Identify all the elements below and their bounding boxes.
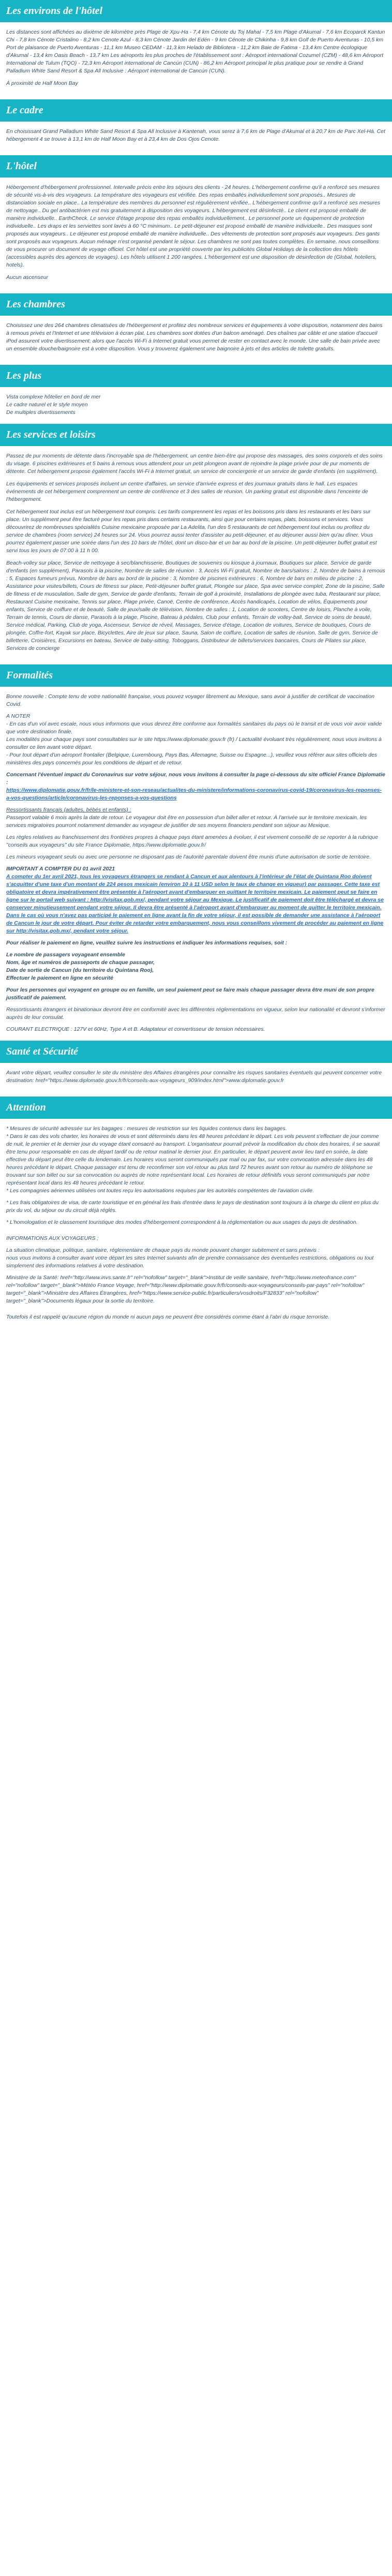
section-title-hotel: L'hôtel	[0, 155, 392, 177]
text-line: Date de sortie de Cancun (du territoire du Quintana Roo),	[6, 967, 154, 973]
text-line: Effectuer le paiement en ligne en sécurité	[6, 975, 113, 981]
section-title-plus: Les plus	[0, 365, 392, 387]
plus-item: De multiples divertissements	[6, 409, 76, 416]
spacer	[6, 767, 386, 771]
text-line: * L'homologation et le classement touristique des modes d'hébergement correspondent à la réglementation ou aux usages du pays de destination.	[6, 1219, 358, 1225]
text-line: Ressortissants français (adultes, bébés et enfants) :	[6, 807, 131, 813]
section-formalites	[0, 664, 392, 1041]
chambres-text: Choisissez une des 264 chambres climatisées de l'hébergement et profitez des nombreux services et équipements à votre disposition, notamment des bains à remous privés et l'Internet et une télévision à écran plat. Les chambres sont dotées d'un balcon aménagé. Des chaînes par câble et une station d'accueil iPod assurent votre divertissement, alors que l'accès Wi-Fi à Internet gratuit vous permet de rester en contact avec le monde. Une salle de bain privée avec un ensemble douche/baignoire est à votre disposition. Vous y trouverez également une baignoire à jets et des articles de toilette gratuits.	[6, 322, 383, 352]
text-line: Les règles relatives au franchissement des frontières propres à chaque pays étant amenées à évoluer, il est vivement conseillé de se reporter à la rubrique "conseils aux voyageurs" du site France Diplomatie, https://www.diplomatie.gouv.fr/	[6, 834, 379, 848]
text-line: - En cas d'un vol avec escale, nous vous informons que vous devrez être conforme aux formalités sanitaires du pays où le transit et de vous voir avoir valide que votre destination finale.	[6, 721, 382, 735]
spacer	[6, 1305, 386, 1309]
text-line: Pour les personnes qui voyagent en groupe ou en famille, un seul paiement peut se faire mais chaque passager devra être muni de son propre justificatif de paiement.	[6, 987, 374, 1001]
hotel-elevator: Aucun ascenseur	[6, 274, 49, 280]
text-line: INFORMATIONS AUX VOYAGEURS :	[6, 1235, 99, 1241]
spacer	[6, 935, 386, 939]
services-all-inclusive: Cet hébergement tout inclus est un hébergement tout compris. Les tarifs comprennent les repas et les boissons pris dans les restaurants et les bars sur place. Un supplément peut être facturé pour les repas pris dans certains restaurants, ainsi que pour certains repas, plats, boissons et services. Vous découvrirez de nombreuses spécialités Cuisine mexicaine proposée par La Adelita, l'un des 5 restaurants de cet hébergement tout inclus ou profitez du service de chambres (room service) 24 heures sur 24. Vous pourrez aussi tenter d'assister au petit-déjeuner, et au déjeuner aussi bien qu'au dîner. Vous pourrez également passer une soirée dans l'un des 10 bars de l'hôtel, dont un disco-bar et un bar au bord de la piscine. Un petit-déjeuner buffet gratuit est servi tous les jours de 07:00 à 11 h 00.	[6, 509, 377, 554]
services-equipment: Les équipements et services proposés incluent un centre d'affaires, un service d'arrivée express et des journaux gratuits dans le hall. Les espaces événements de cet hébergement comprennent un centre de conférence et 3 des salles de réunion. Un parking gratuit est disponible dans l'enceinte de l'hébergement.	[6, 481, 368, 502]
section-title-cadre: Le cadre	[0, 99, 392, 122]
text-line: * Les compagnies aériennes utilisées ont toutes reçu les autorisations requises par les autorités compétentes de l'aviation civile.	[6, 1188, 314, 1194]
text-line: COURANT ELECTRIQUE : 127V et 60Hz, Type A et B. Adaptateur et convertisseur de tension nécessaires.	[6, 1026, 265, 1032]
section-cadre	[0, 99, 392, 155]
spacer	[6, 861, 386, 865]
sante-text: Avant votre départ, veuillez consulter le site du ministère des Affaires étrangères pour connaître les risques sanitaires éventuels qui peuvent concerner votre destination: href="https://www.diplomatie.gouv.fr/fr/conseils-aux-voyageurs_909/index.html">www.diplomatie.gouv.fr	[6, 1070, 382, 1084]
formalites-body	[0, 687, 392, 1041]
attention-body	[0, 1119, 392, 1328]
spacer	[6, 708, 386, 713]
spacer	[6, 1242, 386, 1247]
spacer	[6, 1215, 386, 1219]
section-title-chambres: Les chambres	[0, 293, 392, 316]
spacer	[6, 982, 386, 986]
text-line: Toutefois il est rappelé qu'aucune région du monde ni aucun pays ne peuvent être considérés comme étant à l'abri du risque terroriste.	[6, 1314, 330, 1320]
plus-item: Le cadre naturel et le style moyen	[6, 402, 88, 408]
spacer	[6, 802, 386, 806]
text-line: Ministère de la Santé: href="http://www.invs.sante.fr" rel="nofollow" target="_blank">Institut de veille sanitaire, href="http://www.meteofrance.com" rel="nofollow" target="_blank">Météo France Voyage, href="http://www.diplomatie.gouv.fr/fr/conseils-aux-voyageurs/conseils-par-pays" rel="nofollow" target="_blank">Ministère des Affaires Étrangères, href="https://www.service-public.fr/particuliers/vosdroits/F32833" rel="nofollow" target="_blank">Documents légaux pour la sortie du territoire.	[6, 1275, 365, 1304]
text-line: Nom, âge et numéros de passeports de chaque passager,	[6, 959, 155, 966]
cadre-text: En choisissant Grand Palladium White Sand Resort & Spa All Inclusive à Kantenah, vous serez à 7,6 km de Plage d'Akumal et à 20,7 km de Parc Xel-Há. Cet hébergement 4 se trouve à 13,1 km de Half Moon Bay et à 23,4 km de Dos Ojos Cenote.	[6, 128, 385, 142]
text-line: A NOTER	[6, 713, 31, 719]
text-line: * Les frais obligatoires de visa, de carte touristique et en général les frais d'entrée dans le pays de destination sont toujours à la charge du client en plus du prix du vol, du séjour ou du circuit déjà réglés.	[6, 1200, 379, 1213]
text-line: La situation climatique, politique, sanitaire, réglementaire de chaque pays du monde pouvant changer subitement et sans préavis :	[6, 1247, 320, 1253]
text-line: - Pour tout départ d'un aéroport frontalier (Belgique, Luxembourg, Pays Bas, Allemagne, Suisse ou Espagne...), veuillez vous référer aux sites officiels des ministères des pays concernés pour les conditions de départ et de retour.	[6, 752, 378, 766]
section-environs	[0, 0, 392, 99]
services-spa: Passez de pur moments de détente dans l'incroyable spa de l'hébergement, un centre bien-être qui propose des massages, des soins corporels et des soins du visage. 6 piscines extérieures et 5 bains à remous vous attendent pour un petit plongeon avant de rejoindre la plage privée pour de pur moments de détente. Cet hébergement propose également l'accès Wi-Fi à Internet gratuit, un service de conciergerie et un service de garde d'enfants (en supplément).	[6, 453, 383, 475]
spacer	[6, 830, 386, 834]
environs-nearby: À proximité de Half Moon Bay	[6, 80, 78, 86]
spacer	[6, 1309, 386, 1313]
text-line: A compter du 1er avril 2021, tous les voyageurs étrangers se rendant à Cancun et aux alentours à l'intérieur de l'état de Quintana Roo doivent s'acquitter d'une taxe d'un montant de 224 pesos mexicain (environ 10 à 11 USD selon le taux de change en vigueur) par passager. Cette taxe est obligatoire et devra impérativement être présentée à l'aéroport avant d'embarquer en quittant le territoire mexicain. Le paiement peut se faire en ligne sur le portail web suivant : http://visitax.gob.mx/, pendant votre séjour au Mexique. Le justificatif de paiement doit être téléchargé et devra se conserver minutieusement pendant votre séjour. Il devra être présenté à l'aéroport avant d'embarquer au moment de quitter le territoire mexicain. Dans le cas où vous n'avez pas participé le paiement en ligne avant la fin de votre séjour, il est possible de demander une assistance à l'aéroport de Cancun le jour de votre départ. Pour éviter de retarder votre embarquement, nous vous conseillons vivement de procéder au paiement en ligne sur http://visitax.gob.mx/, pendant votre séjour.	[6, 874, 384, 934]
text-line: * Mesures de sécurité adressée sur les bagages : mesures de restriction sur les liquides contenus dans les bagages.	[6, 1126, 287, 1132]
section-sante	[0, 1041, 392, 1097]
text-line: IMPORTANT A COMPTER DU 01 avril 2021	[6, 866, 115, 872]
section-services	[0, 424, 392, 664]
section-title-attention: Attention	[0, 1097, 392, 1119]
section-title-formalites: Formalités	[0, 664, 392, 687]
spacer	[6, 1226, 386, 1231]
spacer	[6, 1231, 386, 1235]
section-hotel	[0, 155, 392, 293]
spacer	[6, 849, 386, 853]
spacer	[6, 1002, 386, 1006]
text-line: Les modalités pour chaque pays sont consultables sur le site https://www.diplomatie.gouv.fr (fr) / Lactualité évoluant très régulièrement, nous vous invitons à consulter ce lien avant votre départ.	[6, 736, 382, 750]
section-title-services: Les services et loisirs	[0, 424, 392, 446]
section-plus	[0, 365, 392, 424]
spacer	[6, 1195, 386, 1199]
text-line: Les mineurs voyageant seuls ou avec une personne ne disposant pas de l'autorité parentale doivent être munis d'une autorisation de sortie de territoire.	[6, 854, 371, 860]
text-line: Pour réaliser le paiement en ligne, veuillez suivre les instructions et indiquer les informations requises, soit :	[6, 940, 288, 946]
text-line: https://www.diplomatie.gouv.fr/fr/le-ministere-et-son-reseau/actualites-du-ministere/informations-coronavirus-covid-19/coronavirus-les-reponses-a-vos-questions/article/coronavirus-les-reponses-a-vos-questions	[6, 787, 382, 801]
environs-distances: Les distances sont affichées au dixième de kilomètre près Plage de Xpu-Ha - 7,4 km Cénote du Toj Mahal - 7,5 km Plage d'Akumal - 7,6 km Ecoparck Kantun Chi - 7,8 km Cénote Cristalino - 8,2 km Cenote Azul - 8,3 km Cénote Jardin del Edén - 9 km Cénote de Chikinha - 9,8 km Golf de Puerto Aventuras - 10,5 km Port de plaisance de Puerto Aventuras - 11,1 km Museo CEDAM - 11,3 km Helado de Bibliotera - 11,2 km Baie de Fatima - 13,4 km Centre écologique d'Akumal - 13,4 km Oasis Beach - 13,7 km Les aéroports les plus proches de l'établissement sont : Aéroport international Cozumel (CZM) - 48,6 km Aéroport International de Tulum (TQO) - 72,3 km Aéroport international de Cancún (CUN) - 86,2 km Aéroport principal le plus pratique pour se rendre à Grand Palladium White Sand Resort & Spa All Inclusive : Aéroport international de Cancún (CUN).	[6, 29, 385, 74]
spacer	[6, 1270, 386, 1274]
text-line: Passeport valable 6 mois après la date de retour. Le voyageur doit être en possession d'un billet aller et retour. À l'arrivée sur le territoire mexicain, les services migratoires pourront notamment demander au voyageur de justifier de ses moyens financiers pendant son séjour au Mexique.	[6, 815, 367, 828]
hotel-text: Hébergement d'hébergement professionnel. Intervalle précis entre les séjours des clients - 24 heures. L'hébergement confirme qu'il a renforcé ses mesures de sécurité vis-à-vis des voyageurs. La température des voyageurs est vérifiée. Des repas emballés individuellement sont proposés.. Mesures de distanciation sociale en place.. La température des membres du personnel est régulièrement vérifiée.. L'hébergement confirme qu'il a renforcé ses mesures de nettoyage.. Du gel antibactérien est mis gratuitement à disposition des voyageurs. L'hébergement est désinfecté.. Le client est proposé emballé de manière individuelle.. EarthCheck. Le service d'étage propose des repas emballés individuellement.. Le personnel porte un équipement de protection individuelle.. Les draps et les serviettes sont lavés à 60 °C minimum.. Le petit-déjeuner est proposé emballé de manière individuelle.. Des masques sont proposés aux voyageurs.. Le déjeuner est proposé emballé de manière individuelle.. Des vêtements de protection sont proposés aux voyageurs. Des gants sont proposés aux voyageurs. Aucun ménage n'est organisé pendant le séjour. Les chambres ne sont pas toutes complètes. En semaine, nous conseillons de vous procurer un document de voyage officiel. Cet hôtel est une propriété couverte par les publicités Global Holidays de la collection des hôtels (accessibles auprès des agences de voyages). Les hôtels utilisent 1 200 rangées. L'hébergement est une disposition de désinfection de (Global, hoteliers, hotels).	[6, 184, 381, 268]
text-line: Concernant l'éventuel impact du Coronavirus sur votre séjour, nous vous invitons à consulter la page ci-dessous du site officiel France Diplomatie :	[6, 772, 385, 786]
section-chambres	[0, 293, 392, 365]
spacer	[6, 1021, 386, 1026]
text-line: Ressortissants étrangers et binationaux devront être en conformité avec les différentes réglementations en vigueur, selon leur nationalité et devront s'informer auprès de leur consulat.	[6, 1006, 385, 1020]
plus-item: Vista complexe hôtelier en bord de mer	[6, 394, 101, 400]
text-line: * Dans le cas des vols charter, les horaires de vous et sont déterminés dans les 48 heures précédant le départ. Les vols peuvent s'effectuer de jour comme de nuit, le premier et le dernier jour du voyage étant consacré au transport. L'organisateur pourrait prévoir la modification du choix des horaires, il se saurait être tenu pour responsable en cas de départ tardif ou de retour matinal le dernier jour. En particulier, le départ peuvent avoir lieu tard en soirée, la date effective du départ peut être celle du lendemain. Les horaires vous seront communiqués par mail ou par fax, sur votre convocation adressée dans les 48 heures précédant le départ. Chaque passager est tenu de reconfirmer son vol retour au plus tard 72 heures avant son retour au numéro de téléphone se trouvant sur son billet ou sur sa convocation ou auprès de notre représentant local. Les horaires de retour définitifs vous seront communiqués par notre représentant local dans les 48 heures précédant le retour.	[6, 1133, 380, 1186]
section-attention	[0, 1097, 392, 1328]
text-line: Bonne nouvelle : Compte tenu de votre nationalité française, vous pouvez voyager librement au Mexique, sans avoir à justifier de certificat de vaccination Covid.	[6, 693, 375, 707]
services-list: Beach-volley sur place, Service de nettoyage à sec/blanchisserie, Boutiques de souvenirs ou kiosque à journaux, Boutiques sur place, Service de garde d'enfants (en supplément), Parasols à la piscine, Nombre de salles de réunion : 3, Accès Wi-Fi gratuit, Nombre de bars/salons : 2, Nombre de bains à remous : 5, Espaces fumeurs prévus, Nombre de bars au bord de la piscine : 3, Nombre de piscines extérieures : 6, Nombre de bars en milieu de piscine : 2, Assistance pour visites/billets, Cours de fitness sur place, Petit-déjeuner buffet gratuit, Plongée sur place, Spa avec service complet, Zone de la piscine, Salle de fitness et de musculation, Salle de gym, Service de garde d'enfants, Terrain de golf à proximité, Installations de plongée avec tuba, Restaurant sur place, Restaurant Cuisine mexicaine, Tennis sur place, Plage privée, Canoë, Centre de conférence, Accès handicapés, Location de vélos, Équipements pour enfants, Service de coiffure et de beauté, Salle de jeux/salle de télévision, Nombre de salles : 1, Location de scooters, Centre de loisirs, Planche à voile, Terrain de tennis, Cours de danse, Parasols à la plage, Piscine, Bateau à pédales, Club pour enfants, Terrain de volley-ball, Service de soins de beauté, Service médical, Parking, Club de yoga, Ascenseur, Service de réveil, Massages, Service d'étage, Location de voitures, Service de boutiques, Cours de plongée, Coffre-fort, Kayak sur place, Bicyclettes, Aire de jeux sur place, Sauna, Salon de coiffure, Location de salles de réunion, Salle de gym, Service de billetterie, Croisières, Excursions en bateau, Service de baby-sitting, Toboggans, Distributeur de billets/services bancaires, Cours de Pilates sur place, Services de concierge	[6, 560, 385, 652]
section-title-environs: Les environs de l'hôtel	[0, 0, 392, 22]
text-line: nous vous invitons à consulter avant votre départ les sites Internet suivants afin de prendre connaissance des éventuelles restrictions, obligations ou tout simplement des informations relatives à votre destination.	[6, 1255, 374, 1269]
section-title-sante: Santé et Sécurité	[0, 1041, 392, 1063]
spacer	[6, 947, 386, 951]
text-line: Le nombre de passagers voyageant ensemble	[6, 952, 125, 958]
